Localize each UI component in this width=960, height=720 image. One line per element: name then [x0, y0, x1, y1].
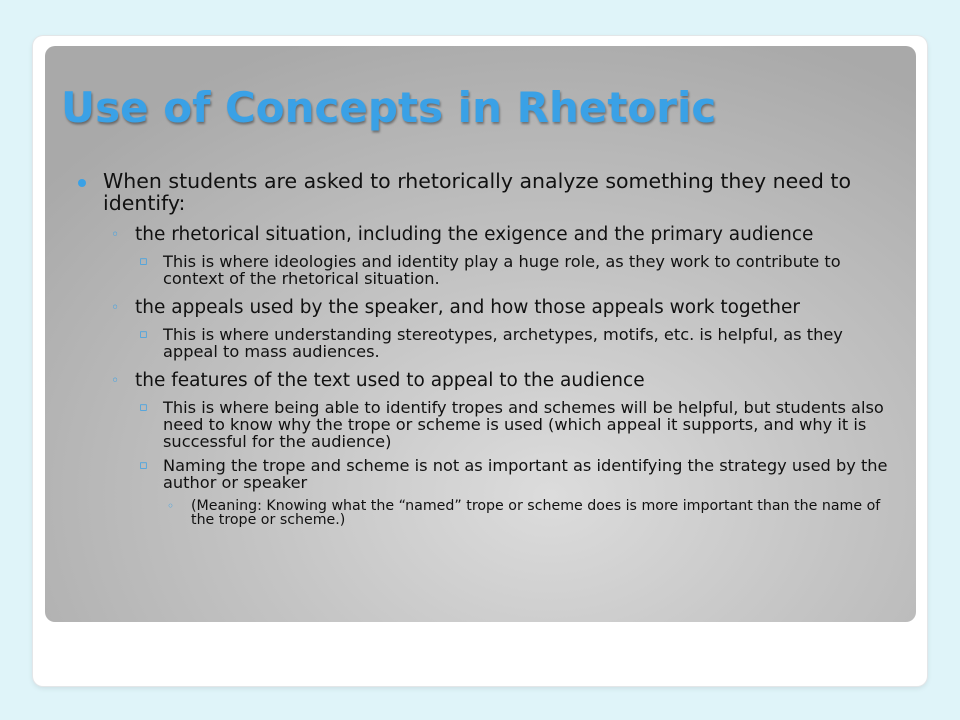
diamond-bullet-icon: ▫ — [139, 458, 148, 473]
sub-item-appeals — [111, 297, 893, 360]
detail-item — [139, 457, 893, 527]
detail-text: This is where ideologies and identity play a huge role, as they work to contribute to context of the rhetorical situation. — [163, 252, 841, 288]
slide-content — [78, 170, 893, 527]
sub-list — [111, 224, 893, 527]
diamond-bullet-icon: ▫ — [139, 254, 148, 269]
sub-item-text: the rhetorical situation, including the exigence and the primary audience — [135, 224, 814, 245]
sub-item-text: the features of the text used to appeal to the audience — [135, 370, 645, 391]
note-text: (Meaning: Knowing what the “named” trope or scheme does is more important than the name of the trope or scheme.) — [191, 498, 881, 528]
detail-item — [139, 326, 893, 360]
detail-text: This is where understanding stereotypes, archetypes, motifs, etc. is helpful, as they appeal to mass audiences. — [163, 325, 843, 361]
sub-item-features — [111, 370, 893, 527]
detail-item — [139, 399, 893, 450]
sub-item-rhetorical-situation — [111, 224, 893, 287]
note-item — [167, 499, 893, 527]
ring-bullet-icon: ◦ — [167, 499, 175, 513]
detail-list — [139, 326, 893, 360]
diamond-bullet-icon: ▫ — [139, 400, 148, 415]
diamond-bullet-icon: ▫ — [139, 327, 148, 342]
sub-item-text: the appeals used by the speaker, and how those appeals work together — [135, 297, 800, 318]
detail-text: This is where being able to identify tropes and schemes will be helpful, but students also need to know why the trope or scheme is used (which appeal it supports, and why it is successful for the audience) — [163, 398, 884, 451]
slide-title: Use of Concepts in Rhetoric — [61, 83, 717, 132]
ring-bullet-icon: ◦ — [111, 227, 120, 243]
detail-list — [139, 399, 893, 527]
note-list — [167, 499, 893, 527]
ring-bullet-icon: ◦ — [111, 373, 120, 389]
detail-text: Naming the trope and scheme is not as important as identifying the strategy used by the author or speaker — [163, 456, 888, 492]
detail-item — [139, 253, 893, 287]
detail-list — [139, 253, 893, 287]
bullet-list — [78, 170, 893, 527]
main-bullet-text: When students are asked to rhetorically analyze something they need to identify: — [103, 169, 851, 215]
main-bullet — [78, 170, 893, 527]
ring-bullet-icon: ◦ — [111, 300, 120, 316]
bullet-dot-icon — [78, 179, 86, 187]
